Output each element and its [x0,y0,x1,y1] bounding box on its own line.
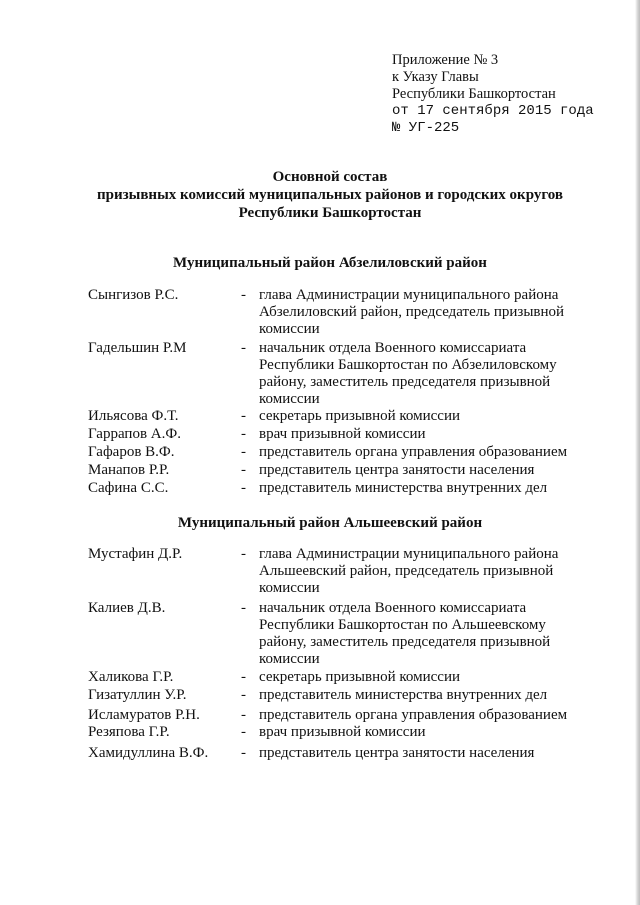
member-name: Халикова Г.Р. [88,669,174,685]
role-line: комиссии [259,651,320,667]
role-line: представитель центра занятости населения [259,462,535,478]
role-line: комиссии [259,391,320,407]
member-role [259,745,589,762]
member-role [259,707,589,724]
member-role [259,669,589,686]
dash: - [241,480,246,496]
dash: - [241,426,246,442]
appendix-date: от 17 сентября 2015 года [392,103,594,119]
role-line: представитель центра занятости населения [259,745,535,761]
dash: - [241,444,246,460]
title-line: Основной состав [272,169,388,185]
member-name: Сафина С.С. [88,480,169,496]
role-line: Республики Башкортостан по Альшеевскому [259,617,546,633]
role-line: комиссии [259,580,320,596]
appendix-block [392,52,594,137]
role-line: Абзелиловский район, председатель призывной [259,304,565,320]
member-role [259,462,589,479]
appendix-line: к Указу Главы [392,69,479,85]
member-role [259,444,589,461]
dash: - [241,745,246,761]
member-name: Исламуратов Р.Н. [88,707,200,723]
role-line: начальник отдела Военного комиссариата [259,340,527,356]
role-line: Республики Башкортостан по Абзелиловскому [259,357,557,373]
dash: - [241,287,246,303]
member-role [259,426,589,443]
role-line: глава Администрации муниципального района [259,287,559,303]
dash: - [241,707,246,723]
dash: - [241,669,246,685]
role-line: представитель органа управления образованием [259,707,568,723]
role-line: представитель органа управления образованием [259,444,568,460]
member-name: Гадельшин Р.М [88,340,187,356]
member-name: Сынгизов Р.С. [88,287,179,303]
member-name: Резяпова Г.Р. [88,724,170,740]
member-name: Хамидуллина В.Ф. [88,745,209,761]
dash: - [241,408,246,424]
role-line: начальник отдела Военного комиссариата [259,600,527,616]
role-line: представитель министерства внутренних дел [259,687,548,703]
role-line: секретарь призывной комиссии [259,408,461,424]
member-role [259,287,589,338]
appendix-line: Приложение № 3 [392,52,499,68]
section-heading: Муниципальный район Абзелиловский район [173,255,487,271]
member-role [259,546,589,597]
section-heading: Муниципальный район Альшеевский район [177,515,483,531]
dash: - [241,724,246,740]
role-line: комиссии [259,321,320,337]
role-line: представитель министерства внутренних дел [259,480,548,496]
member-role [259,408,589,425]
dash: - [241,340,246,356]
member-role [259,687,589,704]
dash: - [241,687,246,703]
role-line: врач призывной комиссии [259,426,426,442]
title-line: призывных комиссий муниципальных районов и городских округов [96,187,564,203]
page-edge-shadow [635,0,640,905]
member-role [259,340,589,408]
title-line: Республики Башкортостан [238,205,422,221]
role-line: врач призывной комиссии [259,724,426,740]
member-role [259,724,589,741]
dash: - [241,600,246,616]
member-name: Гизатуллин У.Р. [88,687,187,703]
member-name: Калиев Д.В. [88,600,166,616]
dash: - [241,546,246,562]
member-role [259,480,589,497]
appendix-line: Республики Башкортостан [392,86,556,102]
document-title [70,168,590,222]
role-line: району, заместитель председателя призывной [259,634,551,650]
member-name: Манапов Р.Р. [88,462,170,478]
member-name: Гафаров В.Ф. [88,444,175,460]
appendix-decree-number: № УГ-225 [392,120,460,136]
member-name: Ильясова Ф.Т. [88,408,179,424]
role-line: секретарь призывной комиссии [259,669,461,685]
role-line: Альшеевский район, председатель призывной [259,563,554,579]
role-line: району, заместитель председателя призывной [259,374,551,390]
dash: - [241,462,246,478]
member-role [259,600,589,668]
member-name: Мустафин Д.Р. [88,546,183,562]
role-line: глава Администрации муниципального района [259,546,559,562]
member-name: Гаррапов А.Ф. [88,426,181,442]
